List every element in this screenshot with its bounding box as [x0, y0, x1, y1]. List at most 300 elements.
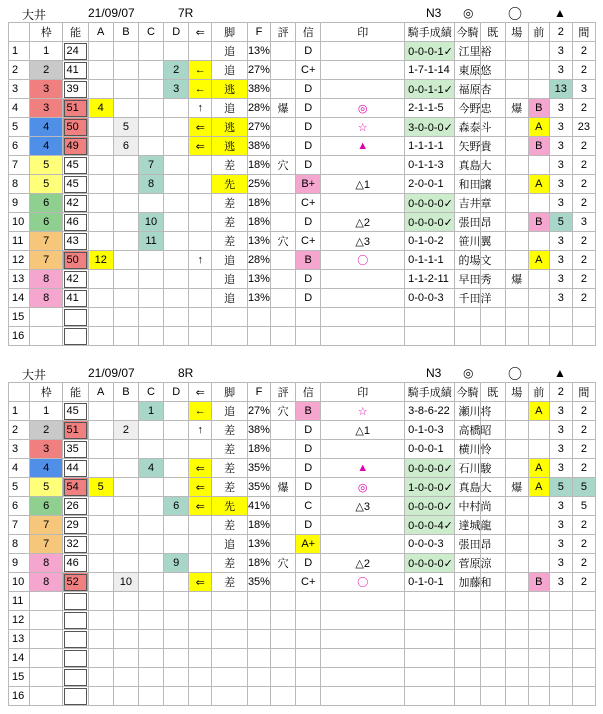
cell-D [164, 535, 189, 554]
cell-kishu: 石川駿 [455, 459, 480, 478]
cell-nou: 41 [63, 289, 88, 308]
cell-waku: 8 [29, 289, 63, 308]
cell-mae [528, 327, 549, 346]
cell-F: 38% [247, 421, 270, 440]
cell-waku [29, 308, 63, 327]
cell-in: ☆ [321, 402, 405, 421]
cell-seiseki: 1-7-1-14 [405, 61, 455, 80]
cell-kyaku [212, 687, 248, 706]
cell-kan: 5 [572, 497, 595, 516]
header-seiseki: 騎手成績 [405, 383, 455, 402]
cell-ba [505, 592, 528, 611]
table-row [9, 421, 596, 440]
cell-hyo [270, 42, 295, 61]
cell-A: 4 [88, 99, 113, 118]
cell-shin: B+ [296, 175, 321, 194]
cell-kishu: 東原悠 [455, 61, 480, 80]
cell-F [247, 592, 270, 611]
cell-no: 10 [9, 573, 30, 592]
cell-seiseki: 1-1-1-1 [405, 137, 455, 156]
cell-hyo [270, 497, 295, 516]
cell-D: 3 [164, 80, 189, 99]
cell-mae: A [528, 402, 549, 421]
cell-in: △2 [321, 213, 405, 232]
cell-F: 18% [247, 194, 270, 213]
cell-D [164, 327, 189, 346]
cell-kyaku: 差 [212, 516, 248, 535]
cell-A [88, 440, 113, 459]
cell-nou: 42 [63, 270, 88, 289]
table-row [9, 213, 596, 232]
cell-kan [572, 649, 595, 668]
header-F: F [247, 23, 270, 42]
cell-kan: 2 [572, 402, 595, 421]
cell-in [321, 516, 405, 535]
header-kan: 間 [572, 383, 595, 402]
cell-mae [528, 535, 549, 554]
cell-kishu: 加藤和 [455, 573, 480, 592]
cell-A [88, 497, 113, 516]
cell-A [88, 270, 113, 289]
cell-hyo [270, 175, 295, 194]
cell-seiseki [405, 630, 455, 649]
cell-ba: 爆 [505, 270, 528, 289]
cell-n2: 3 [549, 459, 572, 478]
cell-nou [63, 611, 88, 630]
table-row [9, 611, 596, 630]
header-C: C [138, 23, 163, 42]
cell-seiseki: 0-1-1-3 [405, 156, 455, 175]
date-label: 21/09/07 [88, 366, 135, 380]
cell-kyaku: 差 [212, 156, 248, 175]
cell-B [113, 61, 138, 80]
cell-kyaku: 差 [212, 554, 248, 573]
cell-n2 [549, 308, 572, 327]
cell-waku: 5 [29, 175, 63, 194]
cell-D [164, 308, 189, 327]
table-row [9, 175, 596, 194]
cell-ki [480, 308, 505, 327]
cell-C [138, 80, 163, 99]
cell-n2 [549, 668, 572, 687]
cell-B [113, 554, 138, 573]
cell-A [88, 421, 113, 440]
cell-nou: 51 [63, 99, 88, 118]
cell-seiseki: 1-1-2-11 [405, 270, 455, 289]
cell-in [321, 611, 405, 630]
header-F: F [247, 383, 270, 402]
cell-D [164, 516, 189, 535]
cell-hyo: 爆 [270, 478, 295, 497]
cell-nou: 51 [63, 421, 88, 440]
cell-A [88, 592, 113, 611]
cell-C [138, 327, 163, 346]
cell-hyo [270, 516, 295, 535]
cell-ba [505, 687, 528, 706]
cell-mae [528, 611, 549, 630]
venue-label: 大井 [22, 8, 47, 22]
cell-hyo: 穴 [270, 156, 295, 175]
cell-A [88, 42, 113, 61]
cell-D [164, 194, 189, 213]
table-row [9, 649, 596, 668]
cell-B [113, 289, 138, 308]
cell-in [321, 61, 405, 80]
cell-shin [296, 668, 321, 687]
cell-nou: 44 [63, 459, 88, 478]
cell-kan [572, 630, 595, 649]
header-in: 印 [321, 383, 405, 402]
cell-kishu: 江里裕 [455, 42, 480, 61]
cell-no: 16 [9, 327, 30, 346]
cell-in [321, 327, 405, 346]
cell-nou [63, 308, 88, 327]
cell-n2 [549, 649, 572, 668]
cell-F [247, 668, 270, 687]
cell-D: 6 [164, 497, 189, 516]
cell-B: 10 [113, 573, 138, 592]
cell-mae [528, 156, 549, 175]
class-label: N3 [426, 366, 442, 380]
header-D: D [164, 23, 189, 42]
cell-n2 [549, 630, 572, 649]
cell-arrow [189, 327, 212, 346]
cell-hyo [270, 308, 295, 327]
cell-hyo [270, 213, 295, 232]
cell-C [138, 421, 163, 440]
cell-C [138, 554, 163, 573]
cell-mae: A [528, 478, 549, 497]
cell-mae: B [528, 137, 549, 156]
cell-ba [505, 573, 528, 592]
cell-kishu: 菅原涼 [455, 554, 480, 573]
table-row [9, 270, 596, 289]
cell-mae [528, 194, 549, 213]
cell-D [164, 270, 189, 289]
cell-kan: 2 [572, 251, 595, 270]
cell-F: 41% [247, 497, 270, 516]
table-row [9, 516, 596, 535]
cell-seiseki: 0-0-0-0✓ [405, 194, 455, 213]
cell-kan: 2 [572, 459, 595, 478]
cell-mae [528, 440, 549, 459]
cell-waku: 5 [29, 478, 63, 497]
cell-in [321, 156, 405, 175]
cell-C [138, 516, 163, 535]
cell-hyo [270, 327, 295, 346]
cell-kan: 2 [572, 137, 595, 156]
cell-no: 2 [9, 61, 30, 80]
cell-in [321, 194, 405, 213]
mark-honmei-icon: ◎ [463, 6, 474, 20]
cell-kan [572, 611, 595, 630]
table-row [9, 289, 596, 308]
cell-D [164, 99, 189, 118]
cell-arrow [189, 42, 212, 61]
table-row [9, 118, 596, 137]
cell-mae: A [528, 459, 549, 478]
header-C: C [138, 383, 163, 402]
table-row [9, 99, 596, 118]
mark-tanana-icon: ▲ [554, 6, 566, 20]
cell-arrow [189, 440, 212, 459]
cell-A: 5 [88, 478, 113, 497]
cell-mae [528, 516, 549, 535]
cell-ba [505, 308, 528, 327]
cell-kyaku [212, 611, 248, 630]
cell-nou: 46 [63, 554, 88, 573]
table-row [9, 42, 596, 61]
cell-C [138, 440, 163, 459]
cell-waku: 6 [29, 213, 63, 232]
cell-B [113, 478, 138, 497]
cell-nou: 26 [63, 497, 88, 516]
cell-C [138, 289, 163, 308]
cell-shin: D [296, 478, 321, 497]
cell-F [247, 327, 270, 346]
cell-F: 25% [247, 175, 270, 194]
cell-no: 12 [9, 251, 30, 270]
cell-C [138, 497, 163, 516]
cell-mae [528, 80, 549, 99]
cell-A: 12 [88, 251, 113, 270]
cell-shin: D [296, 270, 321, 289]
cell-A [88, 308, 113, 327]
cell-no: 9 [9, 554, 30, 573]
header-waku: 枠 [29, 23, 63, 42]
cell-B [113, 308, 138, 327]
cell-kan: 2 [572, 194, 595, 213]
cell-arrow: ↑ [189, 251, 212, 270]
table-row [9, 232, 596, 251]
header-kishu: 今騎 [455, 383, 480, 402]
cell-D [164, 289, 189, 308]
mark-honmei-icon: ◎ [463, 366, 474, 380]
cell-shin: C+ [296, 573, 321, 592]
cell-arrow [189, 687, 212, 706]
table-row [9, 402, 596, 421]
header-shin: 信 [296, 23, 321, 42]
cell-n2 [549, 592, 572, 611]
cell-seiseki: 1-0-0-0✓ [405, 478, 455, 497]
cell-nou: 41 [63, 61, 88, 80]
cell-F: 35% [247, 478, 270, 497]
cell-ba [505, 535, 528, 554]
cell-no: 6 [9, 137, 30, 156]
cell-shin: D [296, 421, 321, 440]
cell-kishu: 吉井章 [455, 194, 480, 213]
cell-F: 13% [247, 232, 270, 251]
cell-nou: 45 [63, 156, 88, 175]
header-ki: 既 [480, 383, 505, 402]
cell-mae: B [528, 213, 549, 232]
cell-waku: 3 [29, 440, 63, 459]
cell-D [164, 459, 189, 478]
date-label: 21/09/07 [88, 6, 135, 20]
cell-nou [63, 630, 88, 649]
cell-F: 18% [247, 554, 270, 573]
cell-A [88, 687, 113, 706]
cell-waku: 7 [29, 251, 63, 270]
cell-D [164, 156, 189, 175]
cell-C: 1 [138, 402, 163, 421]
cell-in: △2 [321, 554, 405, 573]
cell-B [113, 213, 138, 232]
cell-ba [505, 175, 528, 194]
cell-A [88, 668, 113, 687]
cell-ba [505, 421, 528, 440]
cell-C [138, 573, 163, 592]
table-row [9, 478, 596, 497]
cell-seiseki [405, 668, 455, 687]
cell-mae [528, 687, 549, 706]
cell-kyaku: 逃 [212, 118, 248, 137]
header-row [9, 383, 596, 402]
cell-kyaku: 追 [212, 42, 248, 61]
cell-kyaku [212, 592, 248, 611]
cell-ba [505, 459, 528, 478]
cell-D [164, 592, 189, 611]
table-row [9, 440, 596, 459]
cell-n2: 3 [549, 440, 572, 459]
cell-C [138, 270, 163, 289]
cell-no: 7 [9, 156, 30, 175]
cell-n2: 3 [549, 251, 572, 270]
cell-n2: 3 [549, 497, 572, 516]
cell-shin: D [296, 99, 321, 118]
cell-n2 [549, 611, 572, 630]
cell-waku: 3 [29, 99, 63, 118]
cell-A [88, 289, 113, 308]
cell-ki [480, 630, 505, 649]
cell-seiseki: 0-1-1-1 [405, 251, 455, 270]
cell-shin: B [296, 402, 321, 421]
cell-waku: 8 [29, 554, 63, 573]
header-kan: 間 [572, 23, 595, 42]
cell-in [321, 289, 405, 308]
header-mae: 前 [528, 383, 549, 402]
cell-B [113, 687, 138, 706]
cell-in: ◎ [321, 478, 405, 497]
cell-kishu: 張田昂 [455, 535, 480, 554]
cell-B [113, 611, 138, 630]
cell-B: 2 [113, 421, 138, 440]
cell-A [88, 232, 113, 251]
cell-waku [29, 649, 63, 668]
cell-waku [29, 592, 63, 611]
cell-seiseki [405, 327, 455, 346]
cell-A [88, 649, 113, 668]
cell-kishu: 真島大 [455, 156, 480, 175]
cell-kishu: 千田洋 [455, 289, 480, 308]
cell-mae [528, 232, 549, 251]
cell-n2: 3 [549, 554, 572, 573]
cell-A [88, 213, 113, 232]
cell-C [138, 687, 163, 706]
cell-nou [63, 327, 88, 346]
header-row [9, 23, 596, 42]
cell-mae [528, 592, 549, 611]
cell-no: 7 [9, 516, 30, 535]
cell-kan [572, 687, 595, 706]
header-kyaku: 脚 [212, 383, 248, 402]
cell-kan: 2 [572, 573, 595, 592]
cell-shin [296, 592, 321, 611]
cell-A [88, 554, 113, 573]
cell-D [164, 687, 189, 706]
cell-n2: 3 [549, 194, 572, 213]
cell-A [88, 175, 113, 194]
cell-arrow [189, 308, 212, 327]
cell-kyaku: 差 [212, 232, 248, 251]
cell-shin [296, 308, 321, 327]
cell-mae: B [528, 99, 549, 118]
cell-n2: 3 [549, 99, 572, 118]
cell-D: 2 [164, 61, 189, 80]
cell-hyo [270, 440, 295, 459]
cell-n2: 3 [549, 516, 572, 535]
cell-F [247, 687, 270, 706]
cell-kyaku: 追 [212, 270, 248, 289]
mark-taikou-icon: 〇 [508, 366, 522, 382]
cell-kan: 2 [572, 42, 595, 61]
cell-nou: 29 [63, 516, 88, 535]
table-row [9, 687, 596, 706]
cell-in: △3 [321, 497, 405, 516]
cell-seiseki: 0-0-1-1✓ [405, 80, 455, 99]
cell-shin: D [296, 289, 321, 308]
cell-kyaku: 追 [212, 289, 248, 308]
cell-arrow: ⇐ [189, 497, 212, 516]
cell-ba [505, 289, 528, 308]
cell-C [138, 478, 163, 497]
cell-D [164, 175, 189, 194]
cell-arrow [189, 649, 212, 668]
cell-ki [480, 649, 505, 668]
cell-shin: D [296, 213, 321, 232]
cell-B [113, 535, 138, 554]
cell-F [247, 611, 270, 630]
cell-hyo [270, 61, 295, 80]
cell-mae [528, 554, 549, 573]
cell-kishu: 今野忠 [455, 99, 480, 118]
cell-ba [505, 61, 528, 80]
cell-B [113, 516, 138, 535]
cell-nou: 43 [63, 232, 88, 251]
cell-kyaku: 差 [212, 194, 248, 213]
cell-A [88, 137, 113, 156]
cell-seiseki [405, 308, 455, 327]
cell-arrow [189, 194, 212, 213]
cell-waku [29, 687, 63, 706]
cell-C [138, 194, 163, 213]
cell-mae [528, 308, 549, 327]
cell-no: 6 [9, 497, 30, 516]
cell-kyaku: 追 [212, 99, 248, 118]
cell-arrow [189, 554, 212, 573]
cell-kishu [455, 630, 480, 649]
cell-arrow [189, 592, 212, 611]
cell-no: 15 [9, 308, 30, 327]
table-row [9, 194, 596, 213]
cell-ba [505, 251, 528, 270]
cell-kishu: 矢野貴 [455, 137, 480, 156]
cell-B [113, 592, 138, 611]
cell-C [138, 649, 163, 668]
cell-D [164, 630, 189, 649]
header-nou: 能 [63, 23, 88, 42]
cell-seiseki: 3-8-6-22 [405, 402, 455, 421]
